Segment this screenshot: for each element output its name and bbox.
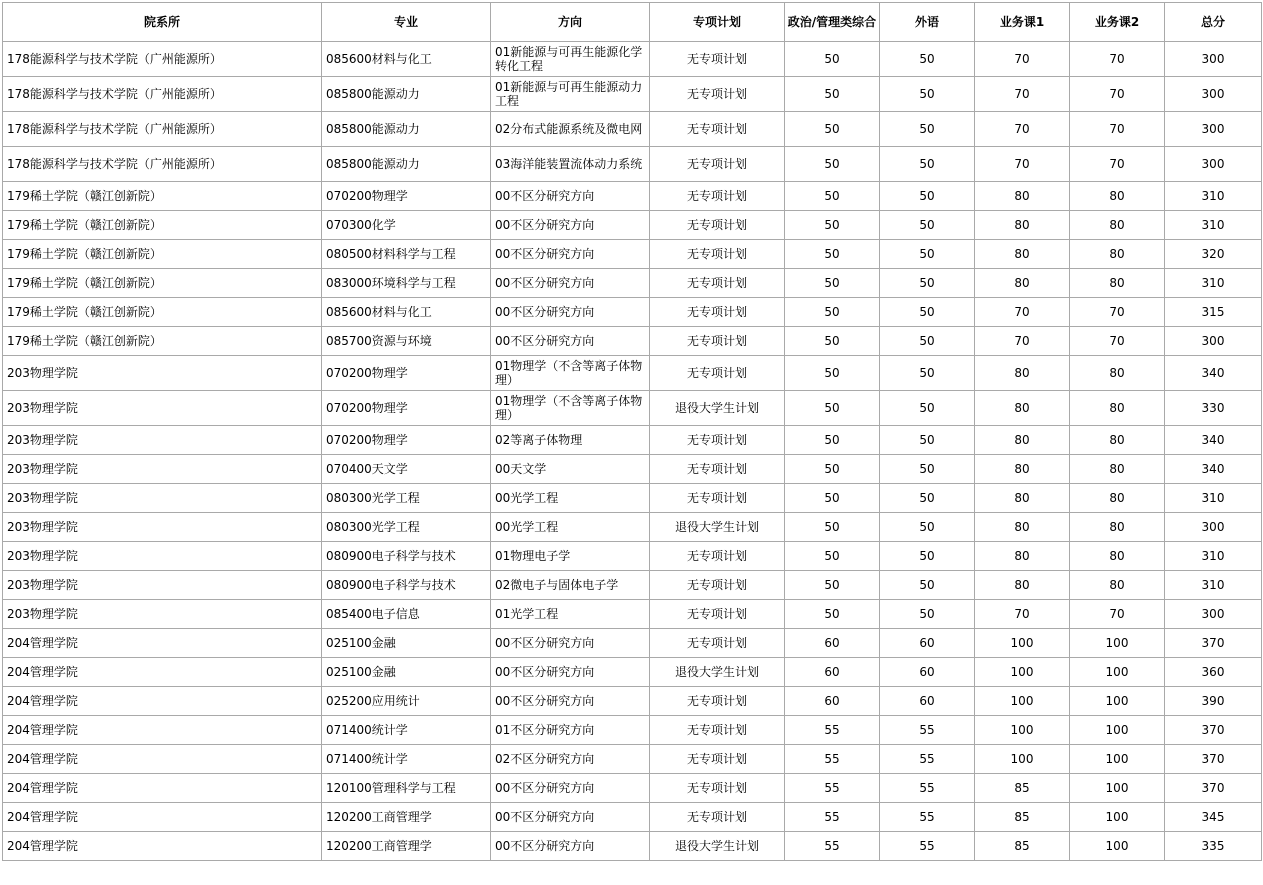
direction-cell: 01物理学（不含等离子体物理） [491,356,650,391]
major-cell: 070200物理学 [322,356,491,391]
direction-cell: 00不区分研究方向 [491,774,650,803]
total-cell: 315 [1165,298,1262,327]
total-cell: 300 [1165,77,1262,112]
total-cell: 390 [1165,687,1262,716]
foreign-language-cell: 50 [880,240,975,269]
course-1-cell: 80 [975,542,1070,571]
politics-cell: 50 [785,484,880,513]
foreign-language-cell: 50 [880,42,975,77]
table-row [3,211,1262,240]
special-plan-cell: 无专项计划 [650,240,785,269]
course-2-cell: 80 [1070,571,1165,600]
special-plan-cell: 无专项计划 [650,455,785,484]
header-total: 总分 [1165,3,1262,42]
total-cell: 345 [1165,803,1262,832]
direction-cell: 01物理电子学 [491,542,650,571]
total-cell: 310 [1165,542,1262,571]
table-row [3,542,1262,571]
special-plan-cell: 无专项计划 [650,687,785,716]
course-2-cell: 70 [1070,112,1165,147]
foreign-language-cell: 50 [880,77,975,112]
total-cell: 370 [1165,629,1262,658]
table-row [3,832,1262,861]
foreign-language-cell: 50 [880,571,975,600]
total-cell: 330 [1165,391,1262,426]
foreign-language-cell: 50 [880,112,975,147]
department-cell: 203物理学院 [3,600,322,629]
direction-cell: 03海洋能装置流体动力系统 [491,147,650,182]
course-1-cell: 80 [975,455,1070,484]
course-1-cell: 100 [975,716,1070,745]
politics-cell: 50 [785,211,880,240]
politics-cell: 50 [785,542,880,571]
total-cell: 340 [1165,356,1262,391]
total-cell: 300 [1165,42,1262,77]
politics-cell: 50 [785,327,880,356]
course-1-cell: 85 [975,832,1070,861]
course-1-cell: 70 [975,77,1070,112]
total-cell: 335 [1165,832,1262,861]
politics-cell: 50 [785,77,880,112]
foreign-language-cell: 50 [880,298,975,327]
foreign-language-cell: 50 [880,426,975,455]
total-cell: 310 [1165,211,1262,240]
course-1-cell: 80 [975,513,1070,542]
direction-cell: 00天文学 [491,455,650,484]
direction-cell: 02等离子体物理 [491,426,650,455]
course-2-cell: 100 [1070,629,1165,658]
header-politics: 政治/管理类综合 [785,3,880,42]
foreign-language-cell: 50 [880,542,975,571]
header-major: 专业 [322,3,491,42]
special-plan-cell: 无专项计划 [650,716,785,745]
major-cell: 070200物理学 [322,391,491,426]
special-plan-cell: 退役大学生计划 [650,513,785,542]
politics-cell: 55 [785,803,880,832]
course-2-cell: 70 [1070,298,1165,327]
course-1-cell: 70 [975,600,1070,629]
special-plan-cell: 无专项计划 [650,112,785,147]
total-cell: 310 [1165,571,1262,600]
politics-cell: 50 [785,269,880,298]
direction-cell: 00不区分研究方向 [491,298,650,327]
foreign-language-cell: 60 [880,629,975,658]
course-1-cell: 80 [975,182,1070,211]
foreign-language-cell: 55 [880,774,975,803]
foreign-language-cell: 55 [880,803,975,832]
course-1-cell: 80 [975,426,1070,455]
score-table [2,2,1262,861]
department-cell: 204管理学院 [3,658,322,687]
special-plan-cell: 无专项计划 [650,77,785,112]
foreign-language-cell: 50 [880,211,975,240]
department-cell: 204管理学院 [3,629,322,658]
course-1-cell: 70 [975,112,1070,147]
department-cell: 204管理学院 [3,687,322,716]
total-cell: 300 [1165,327,1262,356]
course-1-cell: 70 [975,327,1070,356]
course-2-cell: 80 [1070,542,1165,571]
course-1-cell: 80 [975,269,1070,298]
politics-cell: 60 [785,687,880,716]
course-2-cell: 80 [1070,513,1165,542]
major-cell: 071400统计学 [322,745,491,774]
table-row [3,269,1262,298]
table-row [3,356,1262,391]
department-cell: 178能源科学与技术学院（广州能源所） [3,112,322,147]
total-cell: 310 [1165,182,1262,211]
major-cell: 085400电子信息 [322,600,491,629]
foreign-language-cell: 50 [880,455,975,484]
special-plan-cell: 退役大学生计划 [650,391,785,426]
course-2-cell: 70 [1070,42,1165,77]
special-plan-cell: 无专项计划 [650,269,785,298]
direction-cell: 02不区分研究方向 [491,745,650,774]
course-2-cell: 70 [1070,147,1165,182]
direction-cell: 01不区分研究方向 [491,716,650,745]
politics-cell: 50 [785,182,880,211]
department-cell: 204管理学院 [3,832,322,861]
course-1-cell: 100 [975,629,1070,658]
total-cell: 340 [1165,426,1262,455]
major-cell: 025200应用统计 [322,687,491,716]
course-2-cell: 80 [1070,391,1165,426]
politics-cell: 50 [785,356,880,391]
department-cell: 178能源科学与技术学院（广州能源所） [3,147,322,182]
direction-cell: 00不区分研究方向 [491,658,650,687]
special-plan-cell: 无专项计划 [650,803,785,832]
special-plan-cell: 无专项计划 [650,211,785,240]
course-2-cell: 80 [1070,455,1165,484]
foreign-language-cell: 50 [880,182,975,211]
major-cell: 071400统计学 [322,716,491,745]
course-2-cell: 80 [1070,211,1165,240]
politics-cell: 50 [785,455,880,484]
course-1-cell: 80 [975,484,1070,513]
course-2-cell: 80 [1070,484,1165,513]
total-cell: 310 [1165,484,1262,513]
total-cell: 360 [1165,658,1262,687]
special-plan-cell: 无专项计划 [650,426,785,455]
major-cell: 070200物理学 [322,426,491,455]
foreign-language-cell: 60 [880,658,975,687]
direction-cell: 00光学工程 [491,513,650,542]
course-2-cell: 100 [1070,658,1165,687]
major-cell: 070300化学 [322,211,491,240]
foreign-language-cell: 50 [880,327,975,356]
direction-cell: 00光学工程 [491,484,650,513]
department-cell: 179稀土学院（赣江创新院） [3,240,322,269]
special-plan-cell: 无专项计划 [650,484,785,513]
table-row [3,77,1262,112]
politics-cell: 55 [785,832,880,861]
department-cell: 203物理学院 [3,455,322,484]
direction-cell: 01新能源与可再生能源动力工程 [491,77,650,112]
special-plan-cell: 无专项计划 [650,42,785,77]
course-2-cell: 70 [1070,327,1165,356]
special-plan-cell: 退役大学生计划 [650,658,785,687]
special-plan-cell: 无专项计划 [650,147,785,182]
direction-cell: 00不区分研究方向 [491,240,650,269]
table-row [3,600,1262,629]
politics-cell: 50 [785,240,880,269]
total-cell: 300 [1165,513,1262,542]
course-2-cell: 100 [1070,832,1165,861]
department-cell: 204管理学院 [3,774,322,803]
special-plan-cell: 无专项计划 [650,571,785,600]
department-cell: 203物理学院 [3,426,322,455]
header-direction: 方向 [491,3,650,42]
department-cell: 204管理学院 [3,745,322,774]
total-cell: 310 [1165,269,1262,298]
direction-cell: 01新能源与可再生能源化学转化工程 [491,42,650,77]
major-cell: 085800能源动力 [322,147,491,182]
major-cell: 083000环境科学与工程 [322,269,491,298]
politics-cell: 50 [785,426,880,455]
department-cell: 203物理学院 [3,542,322,571]
course-2-cell: 100 [1070,803,1165,832]
table-row [3,42,1262,77]
table-row [3,571,1262,600]
department-cell: 203物理学院 [3,571,322,600]
table-row [3,774,1262,803]
total-cell: 340 [1165,455,1262,484]
department-cell: 203物理学院 [3,391,322,426]
course-1-cell: 70 [975,147,1070,182]
total-cell: 370 [1165,716,1262,745]
course-2-cell: 80 [1070,426,1165,455]
politics-cell: 60 [785,629,880,658]
department-cell: 178能源科学与技术学院（广州能源所） [3,77,322,112]
department-cell: 179稀土学院（赣江创新院） [3,269,322,298]
header-special-plan: 专项计划 [650,3,785,42]
department-cell: 179稀土学院（赣江创新院） [3,298,322,327]
department-cell: 179稀土学院（赣江创新院） [3,211,322,240]
table-row [3,687,1262,716]
special-plan-cell: 无专项计划 [650,745,785,774]
politics-cell: 50 [785,112,880,147]
politics-cell: 55 [785,745,880,774]
direction-cell: 00不区分研究方向 [491,803,650,832]
table-row [3,629,1262,658]
course-2-cell: 80 [1070,269,1165,298]
major-cell: 025100金融 [322,629,491,658]
special-plan-cell: 无专项计划 [650,542,785,571]
politics-cell: 50 [785,600,880,629]
foreign-language-cell: 55 [880,745,975,774]
course-2-cell: 70 [1070,600,1165,629]
table-row [3,147,1262,182]
table-row [3,426,1262,455]
major-cell: 070400天文学 [322,455,491,484]
header-course-1: 业务课1 [975,3,1070,42]
direction-cell: 02微电子与固体电子学 [491,571,650,600]
politics-cell: 50 [785,147,880,182]
direction-cell: 00不区分研究方向 [491,327,650,356]
direction-cell: 02分布式能源系统及微电网 [491,112,650,147]
table-row [3,513,1262,542]
major-cell: 080300光学工程 [322,484,491,513]
politics-cell: 50 [785,298,880,327]
direction-cell: 01光学工程 [491,600,650,629]
major-cell: 085800能源动力 [322,77,491,112]
course-2-cell: 80 [1070,182,1165,211]
foreign-language-cell: 50 [880,356,975,391]
course-2-cell: 70 [1070,77,1165,112]
table-row [3,455,1262,484]
course-2-cell: 100 [1070,774,1165,803]
special-plan-cell: 无专项计划 [650,298,785,327]
major-cell: 080900电子科学与技术 [322,542,491,571]
foreign-language-cell: 55 [880,832,975,861]
major-cell: 120200工商管理学 [322,803,491,832]
table-row [3,745,1262,774]
course-2-cell: 100 [1070,687,1165,716]
total-cell: 320 [1165,240,1262,269]
department-cell: 203物理学院 [3,484,322,513]
department-cell: 179稀土学院（赣江创新院） [3,327,322,356]
table-row [3,182,1262,211]
special-plan-cell: 无专项计划 [650,356,785,391]
major-cell: 070200物理学 [322,182,491,211]
major-cell: 085600材料与化工 [322,42,491,77]
table-row [3,327,1262,356]
foreign-language-cell: 50 [880,484,975,513]
major-cell: 120200工商管理学 [322,832,491,861]
course-1-cell: 80 [975,211,1070,240]
total-cell: 370 [1165,774,1262,803]
course-2-cell: 80 [1070,356,1165,391]
course-1-cell: 80 [975,356,1070,391]
direction-cell: 01物理学（不含等离子体物理） [491,391,650,426]
course-2-cell: 80 [1070,240,1165,269]
special-plan-cell: 退役大学生计划 [650,832,785,861]
total-cell: 370 [1165,745,1262,774]
special-plan-cell: 无专项计划 [650,327,785,356]
table-row [3,112,1262,147]
header-course-2: 业务课2 [1070,3,1165,42]
direction-cell: 00不区分研究方向 [491,629,650,658]
politics-cell: 50 [785,571,880,600]
direction-cell: 00不区分研究方向 [491,211,650,240]
header-row [3,3,1262,42]
table-body [3,42,1262,861]
department-cell: 178能源科学与技术学院（广州能源所） [3,42,322,77]
course-1-cell: 100 [975,687,1070,716]
department-cell: 204管理学院 [3,803,322,832]
header-foreign-language: 外语 [880,3,975,42]
course-1-cell: 80 [975,240,1070,269]
department-cell: 204管理学院 [3,716,322,745]
direction-cell: 00不区分研究方向 [491,269,650,298]
department-cell: 203物理学院 [3,513,322,542]
course-1-cell: 100 [975,658,1070,687]
major-cell: 025100金融 [322,658,491,687]
special-plan-cell: 无专项计划 [650,182,785,211]
politics-cell: 55 [785,774,880,803]
politics-cell: 50 [785,391,880,426]
direction-cell: 00不区分研究方向 [491,182,650,211]
major-cell: 085600材料与化工 [322,298,491,327]
major-cell: 080500材料科学与工程 [322,240,491,269]
header-department: 院系所 [3,3,322,42]
politics-cell: 50 [785,42,880,77]
foreign-language-cell: 50 [880,391,975,426]
foreign-language-cell: 50 [880,269,975,298]
politics-cell: 50 [785,513,880,542]
direction-cell: 00不区分研究方向 [491,687,650,716]
course-1-cell: 80 [975,571,1070,600]
foreign-language-cell: 50 [880,600,975,629]
course-1-cell: 100 [975,745,1070,774]
special-plan-cell: 无专项计划 [650,629,785,658]
direction-cell: 00不区分研究方向 [491,832,650,861]
major-cell: 085700资源与环境 [322,327,491,356]
major-cell: 080300光学工程 [322,513,491,542]
table-row [3,391,1262,426]
course-1-cell: 85 [975,803,1070,832]
course-1-cell: 70 [975,42,1070,77]
foreign-language-cell: 50 [880,513,975,542]
department-cell: 203物理学院 [3,356,322,391]
total-cell: 300 [1165,600,1262,629]
special-plan-cell: 无专项计划 [650,774,785,803]
foreign-language-cell: 60 [880,687,975,716]
major-cell: 080900电子科学与技术 [322,571,491,600]
course-1-cell: 85 [975,774,1070,803]
table-row [3,716,1262,745]
foreign-language-cell: 55 [880,716,975,745]
department-cell: 179稀土学院（赣江创新院） [3,182,322,211]
table-row [3,240,1262,269]
special-plan-cell: 无专项计划 [650,600,785,629]
major-cell: 120100管理科学与工程 [322,774,491,803]
course-1-cell: 80 [975,391,1070,426]
course-2-cell: 100 [1070,716,1165,745]
course-1-cell: 70 [975,298,1070,327]
course-2-cell: 100 [1070,745,1165,774]
foreign-language-cell: 50 [880,147,975,182]
major-cell: 085800能源动力 [322,112,491,147]
table-row [3,658,1262,687]
table-row [3,803,1262,832]
table-row [3,484,1262,513]
politics-cell: 60 [785,658,880,687]
total-cell: 300 [1165,112,1262,147]
total-cell: 300 [1165,147,1262,182]
politics-cell: 55 [785,716,880,745]
table-row [3,298,1262,327]
